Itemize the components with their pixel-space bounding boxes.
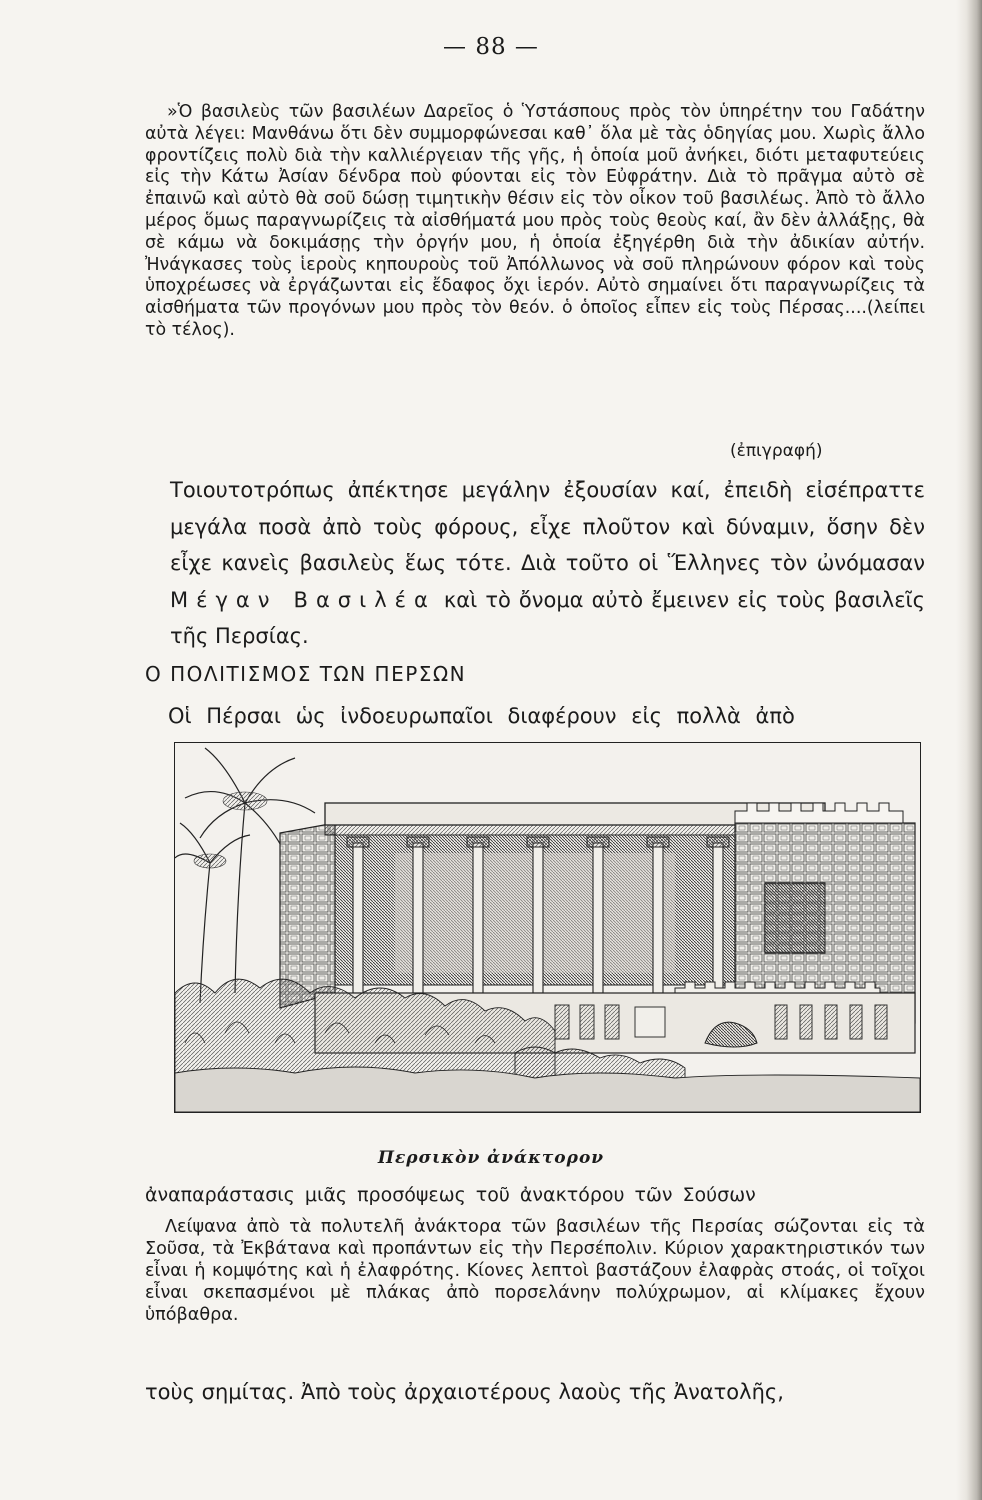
figure-subcaption: ἀναπαράστασις μιᾶς προσόψεως τοῦ ἀνακτόρου τῶν Σούσων (145, 1184, 756, 1206)
quote-text: »Ὁ βασιλεὺς τῶν βασιλέων Δαρεῖος ὁ Ὑστάσπους πρὸς τὸν ὑπηρέτην του Γαδάτην αὐτὰ λέγει: Μανθάνω ὅτι δὲν συμμορφώνεσαι καθ᾽ ὅλα μὲ τὰς ὁδηγίας μου. Χωρὶς ἄλλο φροντίζεις πολὺ διὰ τὴν καλλιέργειαν τῆς γῆς, ἡ ὁποία μοῦ ἀνήκει, διότι μεταφυτεύεις εἰς τὴν Κάτω Ἀσίαν δένδρα ποὺ φύονται εἰς τὸν Εὐφράτην. Διὰ τὸ πρᾶγμα αὐτὸ σὲ ἐπαινῶ καὶ αὐτὸ θὰ σοῦ δώσῃ τιμητικὴν θέσιν εἰς τὸν οἶκον τοῦ βασιλέως. Ἀπὸ τὸ ἄλλο μέρος ὅμως παραγνωρίζεις τὰ αἰσθήματά μου πρὸς τοὺς θεοὺς καί, ἂν δὲν ἀλλάξῃς, θὰ σὲ κάμω νὰ δοκιμάσῃς τὴν ὀργήν μου, ἡ ὁποία ἐξηγέρθη διὰ τὴν ἀδικίαν αὐτήν. Ἠνάγκασες τοὺς ἱεροὺς κηπουροὺς τοῦ Ἀπόλλωνος νὰ σοῦ πληρώνουν φόρον καὶ τοὺς ὑποχρέωσες νὰ ἐργάζωνται εἰς ἔδαφος ὄχι ἱερόν. Αὐτὸ σημαίνει ὅτι παραγνωρίζεις τὰ αἰσθήματα τῶν προγόνων μου πρὸς τὸν θεόν. ὁ ὁποῖος εἶπεν εἰς τοὺς Πέρσας....(λείπει τὸ τέλος). (145, 102, 925, 340)
main-paragraph-text (170, 472, 925, 655)
page-binding-shadow (956, 0, 982, 1500)
main-paragraph (170, 472, 925, 655)
inscription-quote (145, 102, 925, 342)
figure-description (145, 1216, 925, 1326)
main-text-part2: καὶ τὸ ὄνομα αὐτὸ ἔμεινεν εἰς τοὺς βασιλεῖς τῆς Περσίας. (170, 587, 925, 648)
figure-description-text: Λείψανα ἀπὸ τὰ πολυτελῆ ἀνάκτορα τῶν βασιλέων τῆς Περσίας σώζονται εἰς τὰ Σοῦσα, τὰ Ἐκβάτανα καὶ προπάντων εἰς τὴν Περσέπολιν. Κύριον χαρακτηριστικόν των εἶναι ἡ κομψότης καὶ ἡ ἐλαφρότης. Κίονες λεπτοὶ βαστάζουν ἐλαφρὰς στοάς, οἱ τοῖχοι εἶναι σκεπασμένοι μὲ πλάκας ἀπὸ πορσελάνην πολύχρωμον, αἱ κλίμακες ἔχουν ὑπόβαθρα. (145, 1217, 925, 1325)
palace-illustration (174, 742, 921, 1113)
spaced-title: Μέγαν Βασιλέα (170, 587, 436, 612)
figure-caption: Περσικὸν ἀνάκτορον (377, 1148, 605, 1168)
quote-source: (ἐπιγραφή) (730, 441, 823, 461)
main-text-part1: Τοιουτοτρόπως ἀπέκτησε μεγάλην ἐξουσίαν καί, ἐπειδὴ εἰσέπραττε μεγάλα ποσὰ ἀπὸ τοὺς φόρους, εἶχε πλοῦτον καὶ δύναμιν, ὅσην δὲν εἶχε κανεὶς βασιλεὺς ἕως τότε. Διὰ τοῦτο οἱ Ἕλληνες τὸν ὠνόμασαν (170, 478, 925, 575)
section-intro: Οἱ Πέρσαι ὡς ἰνδοευρωπαῖοι διαφέρουν εἰς πολλὰ ἀπὸ (168, 704, 795, 728)
palace-engraving-image (175, 743, 920, 1112)
page-number: — 88 — (443, 34, 539, 60)
continuation-line: τοὺς σημίτας. Ἀπὸ τοὺς ἀρχαιοτέρους λαοὺς τῆς Ἀνατολῆς, (145, 1380, 784, 1404)
section-heading: Ο ΠΟΛΙΤΙΣΜΟΣ ΤΩΝ ΠΕΡΣΩΝ (145, 662, 467, 686)
